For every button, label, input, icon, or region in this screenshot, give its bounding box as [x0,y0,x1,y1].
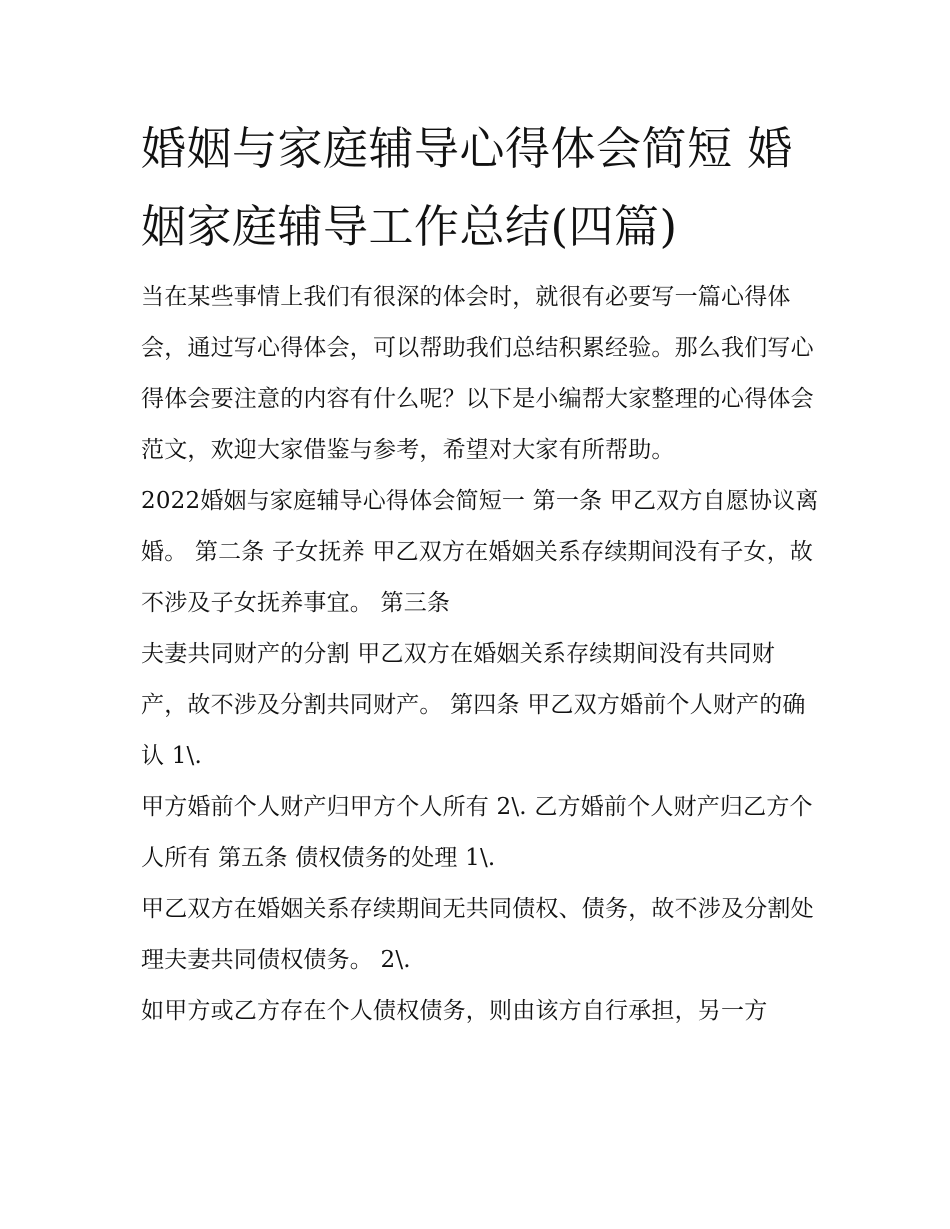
paragraph-premarital-property: 甲方婚前个人财产归甲方个人所有 2\. 乙方婚前个人财产归乙方个人所有 第五条 债权债务的处理 1\. [141,794,813,871]
paragraph-personal-debts: 如甲方或乙方存在个人债权债务，则由该方自行承担，另一方 [141,998,768,1024]
paragraph-property-division: 夫妻共同财产的分割 甲乙双方在婚姻关系存续期间没有共同财产，故不涉及分割共同财产。 第四条 甲乙双方婚前个人财产的确认 1\. [141,641,806,769]
document-title: 婚姻与家庭辅导心得体会简短 婚姻家庭辅导工作总结(四篇) [141,122,793,253]
paragraph-article-1-3: 2022婚姻与家庭辅导心得体会简短一 第一条 甲乙双方自愿协议离婚。 第二条 子女抚养 甲乙双方在婚姻关系存续期间没有子女，故不涉及子女抚养事宜。 第三条 [141,488,819,616]
paragraph-intro: 当在某些事情上我们有很深的体会时，就很有必要写一篇心得体会，通过写心得体会，可以帮助我们总结积累经验。那么我们写心得体会要注意的内容有什么呢？以下是小编帮大家整理的心得体会范文，欢迎大家借鉴与参考，希望对大家有所帮助。 [141,284,814,463]
document-body [141,110,821,1037]
paragraph-joint-debts: 甲乙双方在婚姻关系存续期间无共同债权、债务，故不涉及分割处理夫妻共同债权债务。 2\. [141,896,814,973]
